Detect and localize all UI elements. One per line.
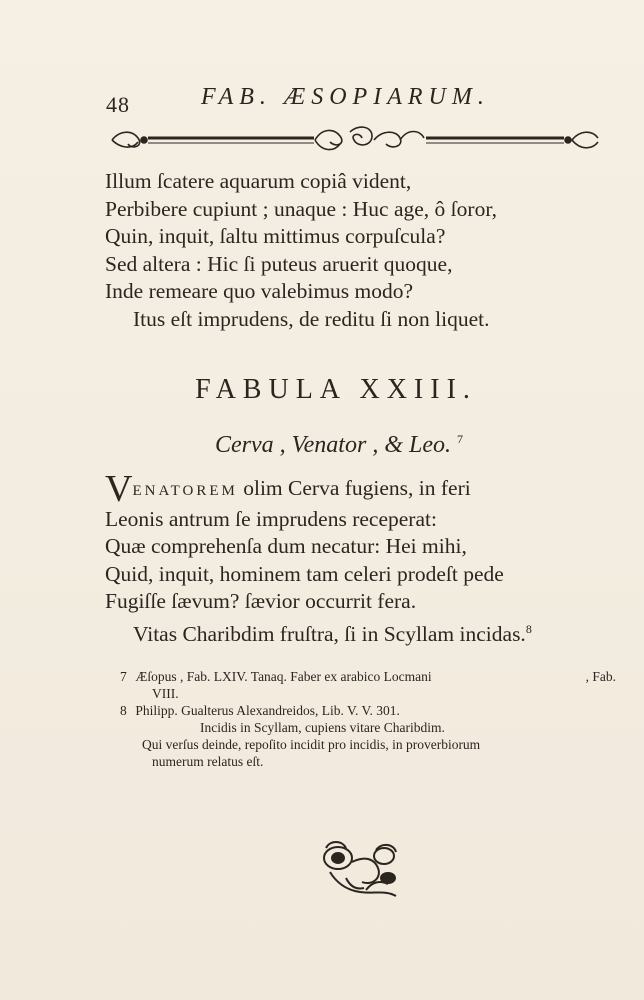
footnote-8-quotation: Incidis in Scyllam, cupiens vitare Charibdim. [200,720,445,735]
footnotes [120,668,620,770]
footnote-ref-7: 7 [456,432,463,446]
poem-line: Quin, inquit, ſaltu mittimus corpuſcula? [105,224,446,248]
fable-line: Leonis antrum ſe imprudens receperat: [105,506,437,531]
footnote-8-line3: Qui verſus deinde, repoſito incidit pro incidis, in proverbiorum [142,737,481,752]
subtitle-ampersand: & [384,432,403,458]
fable-title: FABULA XXIII. [195,374,477,405]
floral-tailpiece-icon [316,838,408,902]
footnote-8 [120,702,620,719]
footnote-ref-8: 8 [525,621,532,636]
fable-text [105,468,585,648]
poem-line: Illum ſcatere aquarum copiâ vident, [105,169,412,193]
footnote-text: Æſopus , Fab. LXIV. Tanaq. Faber ex arabico Locmani [135,669,432,684]
footnote-text-right: , Fab. [585,669,616,684]
fable-line: Fugiſſe ſævum? ſævior occurrit fera. [105,589,417,613]
small-caps-word: ENATOREM [132,483,238,499]
subtitle-part2: Leo. [408,432,451,458]
fable-subtitle [0,432,644,459]
page-header [106,84,536,118]
footnote-7-continuation: VIII. [152,686,179,701]
footnote-7 [120,668,620,685]
running-title: FAB. ÆSOPIARUM. [201,84,490,110]
poem-line: Sed altera : Hic ſi puteus aruerit quoque, [105,251,453,276]
drop-capital: V [105,468,133,510]
first-line-rest: olim Cerva fugiens, in feri [237,476,471,500]
footnote-mark: 8 [120,703,127,718]
poem-line: Perbibere cupiunt ; unaque : Huc age, ô ſoror, [105,196,497,221]
footnote-mark: 7 [120,669,127,684]
poem-top [105,168,575,333]
footnote-8-line4: numerum relatus eſt. [152,754,264,769]
fable-first-line [105,468,585,510]
moral-text: Vitas Charibdim fruſtra, ſi in Scyllam incidas. [133,621,526,646]
fable-line: Quæ comprehenſa dum necatur: Hei mihi, [105,534,467,558]
subtitle-part1: Cerva , Venator , [215,432,379,458]
poem-line: Inde remeare quo valebimus modo? [105,279,414,303]
page-number: 48 [106,92,130,117]
fable-moral-line [105,616,585,649]
ornamental-rule-icon [110,122,602,156]
fable-line: Quid, inquit, hominem tam celeri prodeſt pede [105,561,504,586]
poem-moral-line: Itus eſt imprudens, de reditu ſi non liquet. [133,306,490,331]
footnote-text: Philipp. Gualterus Alexandreidos, Lib. V. V. 301. [135,703,400,718]
